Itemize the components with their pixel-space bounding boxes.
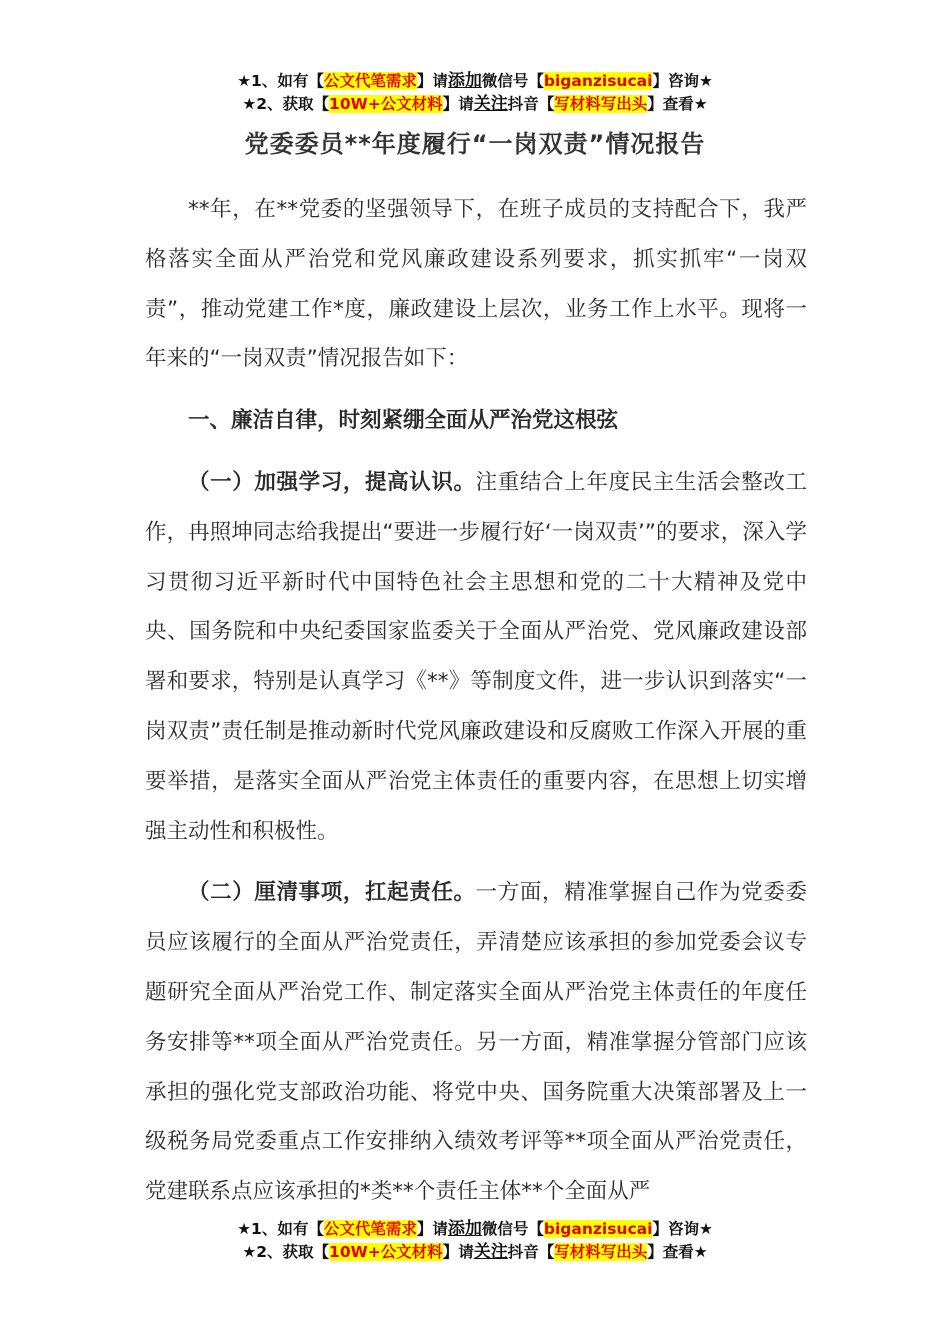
intro-paragraph: **年，在**党委的坚强领导下，在班子成员的支持配合下，我严格落实全面从严治党和党风廉政建设系列要求，抓实抓牢“一岗双责”，推动党建工作*度，廉政建设上层次，业务工作上水平。现将一年来的“一岗双责”情况报告如下： [145,197,807,372]
banner-text: 】请 [442,95,474,113]
document-body [145,185,807,1217]
subsection-paragraph-1 [145,458,807,856]
banner-underline: 关注 [473,1242,508,1262]
subsection-body: 注重结合上年度民主生活会整改工作，冉照坤同志给我提出“要进一步履行好‘一岗双责’”的要求，深入学习贯彻习近平新时代中国特色社会主思想和党的二十大精神及党中央、国务院和中央纪委国家监委关于全面从严治党、党风廉政建设部署和要求，特别是认真学习《**》等制度文件，进一步认识到落实“一岗双责”责任制是推动新时代党风廉政建设和反腐败工作深入开展的重要举措，是落实全面从严治党主体责任的重要内容，在思想上切实增强主动性和积极性。 [145,469,807,844]
subsection-heading: （二）厘清事项，扛起责任。 [188,880,476,906]
subsection-body: 一方面，精准掌握自己作为党委委员应该履行的全面从严治党责任，弄清楚应该承担的参加党委会议专题研究全面从严治党工作、制定落实全面从严治党主体责任的年度任务安排等**项全面从严治党责任。另一方面，精准掌握分管部门应该承担的强化党支部政治功能、将党中央、国务院重大决策部署及上一级税务局党委重点工作安排纳入绩效考评等**项全面从严治党责任，党建联系点应该承担的*类**个责任主体**个全面从严 [145,880,807,1205]
banner-highlight: 写材料写出头 [554,95,648,113]
banner-text: ★2、获取【 [242,95,330,113]
banner-highlight: biganzisucai [543,72,653,90]
banner-highlight: 写材料写出头 [554,1243,648,1261]
banner-text: 】查看★ [647,95,708,113]
banner-text: ★1、如有【 [237,1220,324,1238]
banner-line-1 [0,1218,950,1241]
banner-text: 】请 [416,72,448,90]
banner-text: 抖音【 [507,95,555,113]
banner-text: 抖音【 [507,1243,555,1261]
section-heading: 一、廉洁自律，时刻紧绷全面从严治党这根弦 [188,408,619,434]
banner-underline: 添加 [447,71,482,91]
banner-highlight: 10W+公文材料 [329,95,443,113]
banner-underline: 添加 [447,1219,482,1239]
header-banner [0,70,950,116]
banner-text: 微信号【 [481,1220,544,1238]
banner-highlight: 公文代笔需求 [323,72,417,90]
banner-highlight: 10W+公文材料 [329,1243,443,1261]
banner-text: 】咨询★ [652,72,713,90]
banner-text: 】请 [442,1243,474,1261]
banner-text: 微信号【 [481,72,544,90]
subsection-paragraph-2 [145,868,807,1217]
banner-line-2 [0,93,950,116]
document-title: 党委委员**年度履行“一岗双责”情况报告 [244,130,706,158]
banner-line-1 [0,70,950,93]
banner-text: 】请 [416,1220,448,1238]
banner-text: 】咨询★ [652,1220,713,1238]
banner-text: ★2、获取【 [242,1243,330,1261]
banner-line-2 [0,1241,950,1264]
banner-text: 】查看★ [647,1243,708,1261]
banner-highlight: 公文代笔需求 [323,1220,417,1238]
banner-text: ★1、如有【 [237,72,324,90]
banner-highlight: biganzisucai [543,1220,653,1238]
banner-underline: 关注 [473,94,508,114]
footer-banner [0,1218,950,1264]
subsection-heading: （一）加强学习，提高认识。 [188,469,476,495]
